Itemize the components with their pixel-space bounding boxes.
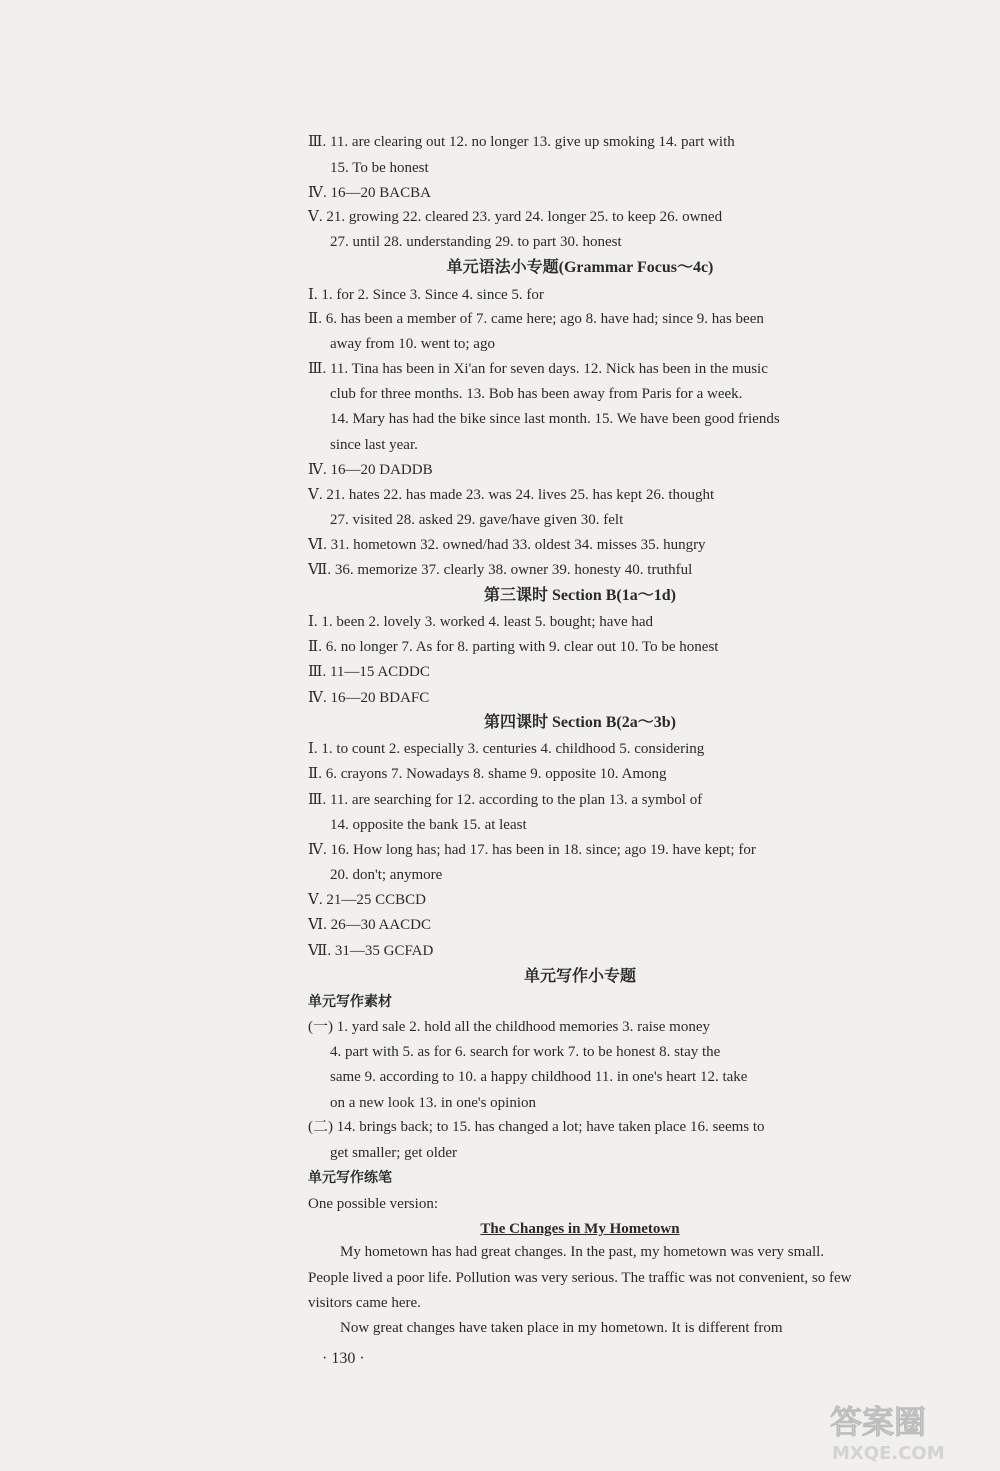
answer-line: Ⅲ. 11—15 ACDDC	[308, 664, 430, 680]
answer-line: since last year.	[330, 437, 418, 453]
answer-line: Ⅵ. 31. hometown 32. owned/had 33. oldest 34. misses 35. hungry	[308, 537, 706, 553]
answer-line: One possible version:	[308, 1196, 438, 1212]
subsection-heading: 单元写作素材	[308, 995, 392, 1010]
answer-line: Ⅴ. 21. growing 22. cleared 23. yard 24. longer 25. to keep 26. owned	[308, 209, 723, 225]
section-heading: 第三课时 Section B(1a～1d)	[483, 587, 676, 604]
section-heading: 单元语法小专题(Grammar Focus～4c)	[446, 259, 714, 276]
answer-line: get smaller; get older	[330, 1145, 458, 1161]
answer-line: 15. To be honest	[330, 160, 429, 176]
answer-line: Ⅱ. 6. crayons 7. Nowadays 8. shame 9. opposite 10. Among	[308, 766, 667, 782]
answer-line: 14. opposite the bank 15. at least	[330, 817, 527, 833]
watermark-icon	[820, 1395, 990, 1465]
answer-line: Ⅴ. 21—25 CCBCD	[308, 892, 426, 908]
answer-line: Ⅳ. 16—20 DADDB	[308, 462, 433, 478]
essay-paragraph: Now great changes have taken place in my hometown. It is different from	[340, 1320, 783, 1336]
answer-line: (二) 14. brings back; to 15. has changed a lot; have taken place 16. seems to	[308, 1119, 765, 1135]
answer-line: Ⅰ. 1. for 2. Since 3. Since 4. since 5. for	[308, 287, 544, 303]
answer-line: away from 10. went to; ago	[330, 336, 495, 352]
answer-line: Ⅱ. 6. no longer 7. As for 8. parting with 9. clear out 10. To be honest	[308, 639, 719, 655]
answer-line: Ⅰ. 1. been 2. lovely 3. worked 4. least 5. bought; have had	[308, 614, 654, 630]
answer-line: Ⅳ. 16. How long has; had 17. has been in 18. since; ago 19. have kept; for	[308, 842, 756, 858]
answer-line: 27. visited 28. asked 29. gave/have given 30. felt	[330, 512, 624, 528]
answer-line: Ⅳ. 16—20 BACBA	[308, 185, 431, 201]
answer-line: Ⅰ. 1. to count 2. especially 3. centuries 4. childhood 5. considering	[308, 741, 705, 757]
answer-line: club for three months. 13. Bob has been away from Paris for a week.	[330, 386, 743, 402]
answer-line: Ⅶ. 31—35 GCFAD	[308, 943, 434, 959]
answer-line: 20. don't; anymore	[330, 867, 443, 883]
answer-line: Ⅱ. 6. has been a member of 7. came here; ago 8. have had; since 9. has been	[308, 311, 764, 327]
answer-line: Ⅳ. 16—20 BDAFC	[308, 690, 430, 706]
answer-line: (一) 1. yard sale 2. hold all the childhood memories 3. raise money	[308, 1019, 710, 1035]
section-heading: 单元写作小专题	[523, 968, 636, 985]
answer-line: Ⅲ. 11. are searching for 12. according to the plan 13. a symbol of	[308, 792, 703, 808]
essay-title: The Changes in My Hometown	[480, 1221, 680, 1237]
answer-line: Ⅴ. 21. hates 22. has made 23. was 24. lives 25. has kept 26. thought	[308, 487, 715, 503]
answer-line: 14. Mary has had the bike since last month. 15. We have been good friends	[330, 411, 780, 427]
answer-line: same 9. according to 10. a happy childhood 11. in one's heart 12. take	[330, 1069, 748, 1085]
subsection-heading: 单元写作练笔	[308, 1171, 392, 1186]
answer-line: 27. until 28. understanding 29. to part 30. honest	[330, 234, 622, 250]
answer-line: on a new look 13. in one's opinion	[330, 1095, 537, 1111]
answer-line: 4. part with 5. as for 6. search for work 7. to be honest 8. stay the	[330, 1044, 721, 1060]
page-number: · 130 ·	[322, 1350, 365, 1367]
answer-line: Ⅶ. 36. memorize 37. clearly 38. owner 39. honesty 40. truthful	[308, 562, 693, 578]
answer-line: Ⅲ. 11. are clearing out 12. no longer 13. give up smoking 14. part with	[308, 134, 735, 150]
section-heading: 第四课时 Section B(2a～3b)	[483, 714, 676, 731]
answer-line: Ⅵ. 26—30 AACDC	[308, 917, 432, 933]
svg-text:答案圈: 答案圈	[830, 1403, 927, 1441]
watermark-logo	[820, 1395, 990, 1465]
svg-text:MXQE.COM: MXQE.COM	[832, 1443, 945, 1464]
essay-paragraph: My hometown has had great changes. In the past, my hometown was very small. People lived a poor life. Pollution was very serious. The traffic was not convenient, so few visitors came here.	[308, 1244, 852, 1311]
answer-line: Ⅲ. 11. Tina has been in Xi'an for seven days. 12. Nick has been in the music	[308, 361, 768, 377]
